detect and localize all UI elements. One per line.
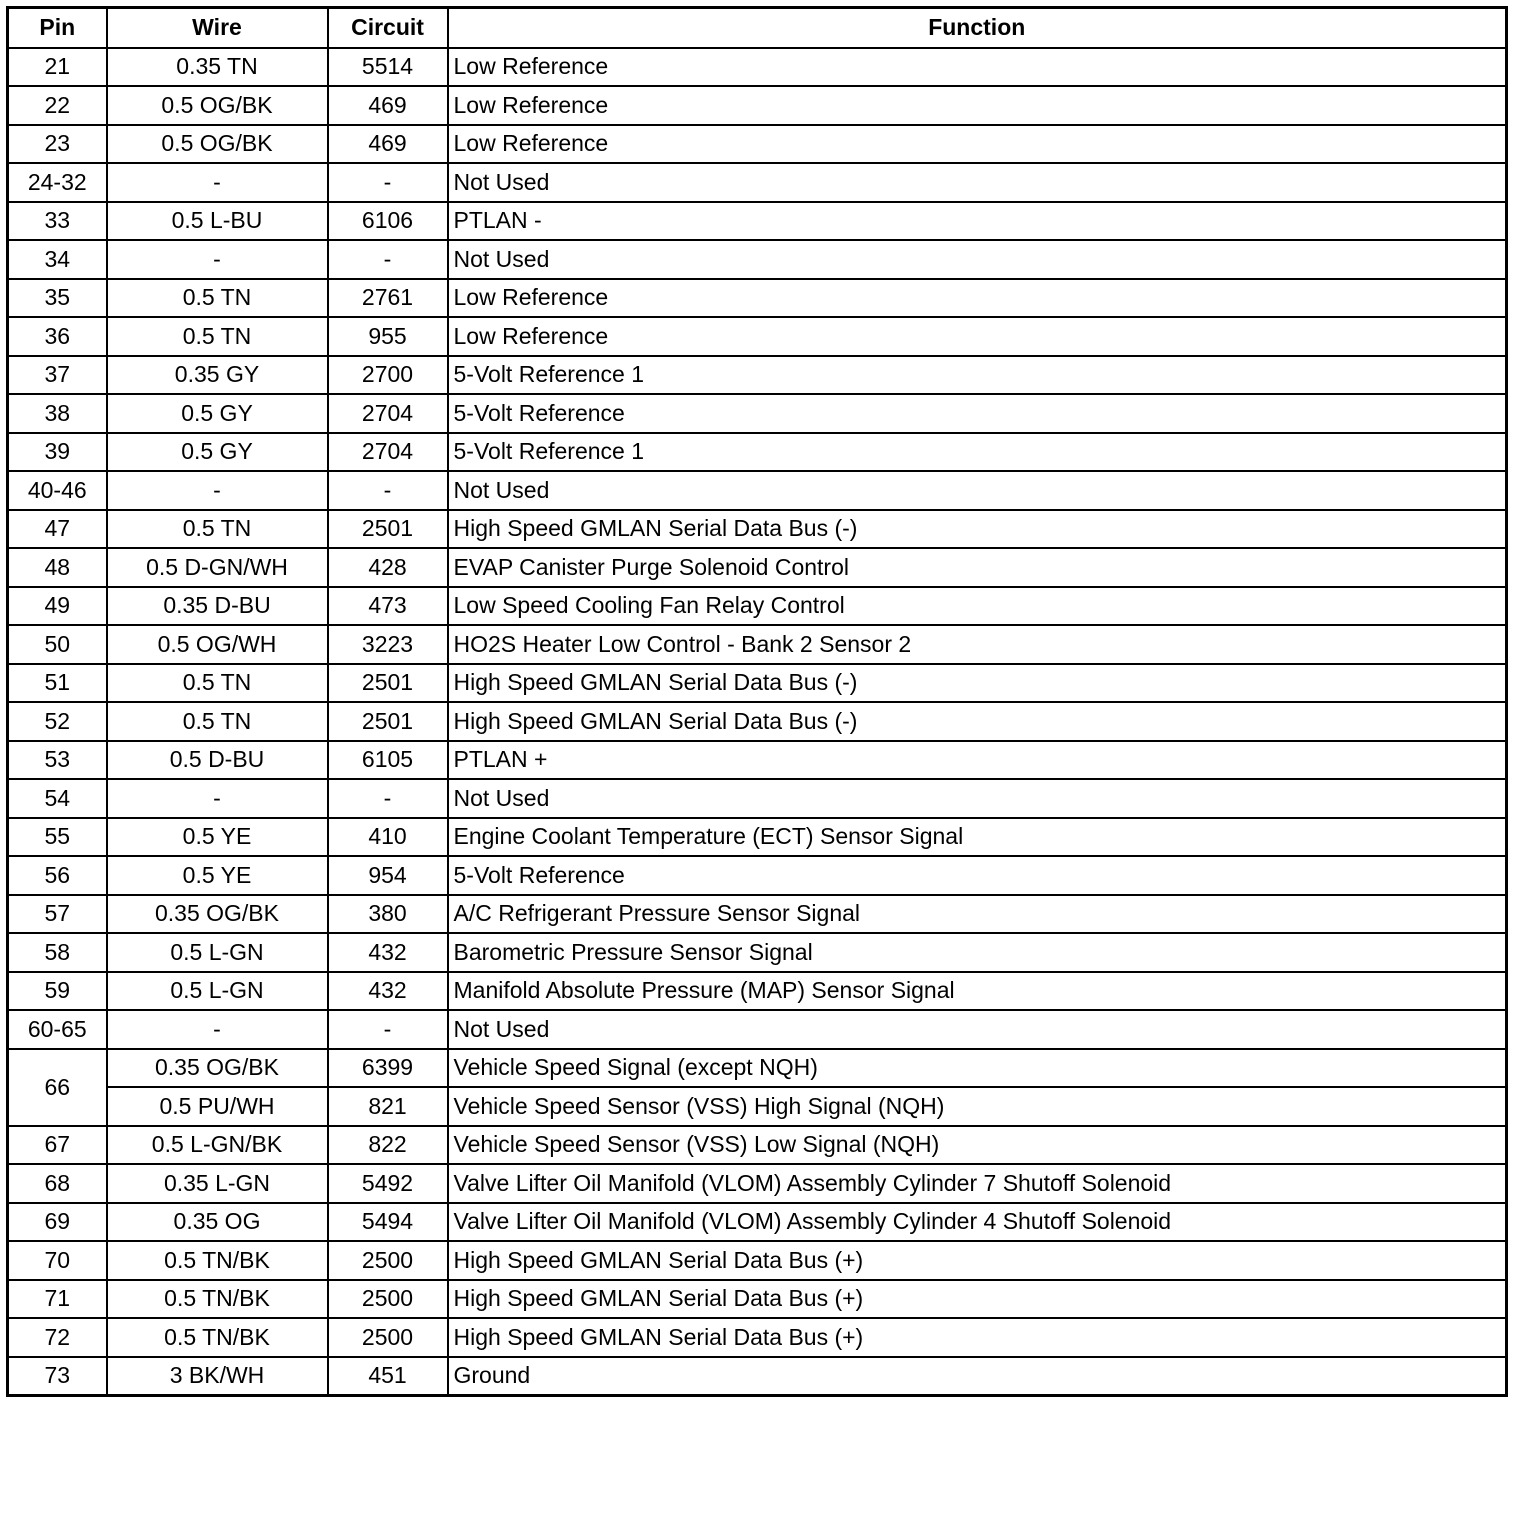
circuit-cell: 451 <box>328 1357 448 1396</box>
circuit-cell: 469 <box>328 125 448 164</box>
pin-cell: 66 <box>8 1049 107 1126</box>
table-body <box>8 48 1507 1396</box>
circuit-cell: - <box>328 779 448 818</box>
pin-cell: 50 <box>8 625 107 664</box>
wire-cell: 0.5 GY <box>107 394 328 433</box>
wire-cell: - <box>107 779 328 818</box>
circuit-cell: 5494 <box>328 1203 448 1242</box>
wire-cell: 0.5 D-BU <box>107 741 328 780</box>
pin-cell: 22 <box>8 86 107 125</box>
pin-cell: 33 <box>8 202 107 241</box>
pin-cell: 37 <box>8 356 107 395</box>
pin-cell: 21 <box>8 48 107 87</box>
function-cell: Low Reference <box>448 86 1507 125</box>
table-row <box>8 1203 1507 1242</box>
wire-cell: 0.35 OG/BK <box>107 895 328 934</box>
table-row <box>8 895 1507 934</box>
table-row <box>8 1280 1507 1319</box>
pin-cell: 52 <box>8 702 107 741</box>
header-function: Function <box>448 8 1507 48</box>
table-row <box>8 1357 1507 1396</box>
table-row <box>8 1164 1507 1203</box>
table-row <box>8 1087 1507 1126</box>
wire-cell: 0.5 L-BU <box>107 202 328 241</box>
circuit-cell: 2761 <box>328 279 448 318</box>
wire-cell: 0.5 TN <box>107 510 328 549</box>
circuit-cell: 2501 <box>328 664 448 703</box>
function-cell: Manifold Absolute Pressure (MAP) Sensor Signal <box>448 972 1507 1011</box>
wire-cell: - <box>107 471 328 510</box>
circuit-cell: 2704 <box>328 433 448 472</box>
function-cell: Not Used <box>448 471 1507 510</box>
circuit-cell: 2704 <box>328 394 448 433</box>
wire-cell: 3 BK/WH <box>107 1357 328 1396</box>
function-cell: 5-Volt Reference <box>448 394 1507 433</box>
wire-cell: 0.5 L-GN <box>107 972 328 1011</box>
circuit-cell: 6105 <box>328 741 448 780</box>
pin-cell: 68 <box>8 1164 107 1203</box>
pin-cell: 35 <box>8 279 107 318</box>
table-row <box>8 587 1507 626</box>
function-cell: Vehicle Speed Signal (except NQH) <box>448 1049 1507 1088</box>
circuit-cell: 955 <box>328 317 448 356</box>
table-row <box>8 933 1507 972</box>
wire-cell: 0.5 TN <box>107 664 328 703</box>
pin-cell: 67 <box>8 1126 107 1165</box>
pin-cell: 24-32 <box>8 163 107 202</box>
table-row <box>8 471 1507 510</box>
function-cell: EVAP Canister Purge Solenoid Control <box>448 548 1507 587</box>
pin-cell: 38 <box>8 394 107 433</box>
pin-cell: 57 <box>8 895 107 934</box>
function-cell: Low Reference <box>448 279 1507 318</box>
circuit-cell: 2501 <box>328 702 448 741</box>
table-row <box>8 202 1507 241</box>
wire-cell: 0.5 TN <box>107 279 328 318</box>
pin-cell: 59 <box>8 972 107 1011</box>
wire-cell: 0.35 OG/BK <box>107 1049 328 1088</box>
table-row <box>8 240 1507 279</box>
wire-cell: - <box>107 1010 328 1049</box>
circuit-cell: 821 <box>328 1087 448 1126</box>
circuit-cell: 6399 <box>328 1049 448 1088</box>
circuit-cell: 2501 <box>328 510 448 549</box>
wire-cell: 0.35 TN <box>107 48 328 87</box>
table-row <box>8 856 1507 895</box>
function-cell: Not Used <box>448 779 1507 818</box>
wire-cell: 0.35 OG <box>107 1203 328 1242</box>
circuit-cell: 432 <box>328 972 448 1011</box>
function-cell: HO2S Heater Low Control - Bank 2 Sensor 2 <box>448 625 1507 664</box>
function-cell: Low Reference <box>448 317 1507 356</box>
function-cell: Vehicle Speed Sensor (VSS) Low Signal (NQH) <box>448 1126 1507 1165</box>
function-cell: High Speed GMLAN Serial Data Bus (-) <box>448 664 1507 703</box>
circuit-cell: - <box>328 240 448 279</box>
pin-cell: 58 <box>8 933 107 972</box>
function-cell: Barometric Pressure Sensor Signal <box>448 933 1507 972</box>
function-cell: Ground <box>448 1357 1507 1396</box>
table-row <box>8 163 1507 202</box>
header-pin: Pin <box>8 8 107 48</box>
pin-cell: 53 <box>8 741 107 780</box>
circuit-cell: 2700 <box>328 356 448 395</box>
circuit-cell: - <box>328 1010 448 1049</box>
pin-cell: 55 <box>8 818 107 857</box>
wire-cell: 0.5 OG/BK <box>107 86 328 125</box>
table-row <box>8 279 1507 318</box>
function-cell: Low Speed Cooling Fan Relay Control <box>448 587 1507 626</box>
function-cell: 5-Volt Reference 1 <box>448 433 1507 472</box>
table-header <box>8 8 1507 48</box>
function-cell: High Speed GMLAN Serial Data Bus (+) <box>448 1318 1507 1357</box>
table-row <box>8 1049 1507 1088</box>
circuit-cell: 5492 <box>328 1164 448 1203</box>
pin-cell: 39 <box>8 433 107 472</box>
table-row <box>8 1126 1507 1165</box>
wire-cell: 0.5 YE <box>107 856 328 895</box>
table-row <box>8 779 1507 818</box>
function-cell: High Speed GMLAN Serial Data Bus (-) <box>448 510 1507 549</box>
table-row <box>8 317 1507 356</box>
wire-cell: 0.5 GY <box>107 433 328 472</box>
wire-cell: 0.5 YE <box>107 818 328 857</box>
function-cell: Vehicle Speed Sensor (VSS) High Signal (NQH) <box>448 1087 1507 1126</box>
table-row <box>8 818 1507 857</box>
pin-cell: 40-46 <box>8 471 107 510</box>
wire-cell: 0.35 GY <box>107 356 328 395</box>
circuit-cell: 473 <box>328 587 448 626</box>
pin-cell: 70 <box>8 1241 107 1280</box>
function-cell: High Speed GMLAN Serial Data Bus (+) <box>448 1280 1507 1319</box>
table-row <box>8 702 1507 741</box>
table-row <box>8 356 1507 395</box>
function-cell: PTLAN + <box>448 741 1507 780</box>
pin-cell: 49 <box>8 587 107 626</box>
pin-cell: 54 <box>8 779 107 818</box>
circuit-cell: - <box>328 163 448 202</box>
function-cell: High Speed GMLAN Serial Data Bus (-) <box>448 702 1507 741</box>
function-cell: PTLAN - <box>448 202 1507 241</box>
circuit-cell: 410 <box>328 818 448 857</box>
pin-cell: 71 <box>8 1280 107 1319</box>
wire-cell: 0.5 PU/WH <box>107 1087 328 1126</box>
function-cell: 5-Volt Reference <box>448 856 1507 895</box>
wire-cell: 0.5 TN/BK <box>107 1318 328 1357</box>
table-row <box>8 433 1507 472</box>
circuit-cell: 2500 <box>328 1318 448 1357</box>
function-cell: A/C Refrigerant Pressure Sensor Signal <box>448 895 1507 934</box>
table-row <box>8 1010 1507 1049</box>
table-row <box>8 1241 1507 1280</box>
table-row <box>8 125 1507 164</box>
wire-cell: - <box>107 163 328 202</box>
wire-cell: 0.5 D-GN/WH <box>107 548 328 587</box>
pin-cell: 60-65 <box>8 1010 107 1049</box>
wire-cell: 0.35 D-BU <box>107 587 328 626</box>
table-row <box>8 86 1507 125</box>
circuit-cell: - <box>328 471 448 510</box>
wire-cell: 0.35 L-GN <box>107 1164 328 1203</box>
wire-cell: 0.5 L-GN <box>107 933 328 972</box>
circuit-cell: 2500 <box>328 1280 448 1319</box>
table-row <box>8 394 1507 433</box>
circuit-cell: 954 <box>328 856 448 895</box>
wire-cell: - <box>107 240 328 279</box>
function-cell: High Speed GMLAN Serial Data Bus (+) <box>448 1241 1507 1280</box>
wire-cell: 0.5 OG/BK <box>107 125 328 164</box>
pin-cell: 73 <box>8 1357 107 1396</box>
wire-cell: 0.5 TN <box>107 702 328 741</box>
table-row <box>8 972 1507 1011</box>
circuit-cell: 380 <box>328 895 448 934</box>
circuit-cell: 822 <box>328 1126 448 1165</box>
pin-cell: 48 <box>8 548 107 587</box>
pin-cell: 56 <box>8 856 107 895</box>
wire-cell: 0.5 L-GN/BK <box>107 1126 328 1165</box>
pin-cell: 47 <box>8 510 107 549</box>
circuit-cell: 428 <box>328 548 448 587</box>
circuit-cell: 5514 <box>328 48 448 87</box>
table-row <box>8 625 1507 664</box>
function-cell: Valve Lifter Oil Manifold (VLOM) Assembly Cylinder 4 Shutoff Solenoid <box>448 1203 1507 1242</box>
pin-cell: 36 <box>8 317 107 356</box>
circuit-cell: 432 <box>328 933 448 972</box>
function-cell: Valve Lifter Oil Manifold (VLOM) Assembly Cylinder 7 Shutoff Solenoid <box>448 1164 1507 1203</box>
table-row <box>8 510 1507 549</box>
wire-cell: 0.5 OG/WH <box>107 625 328 664</box>
pin-cell: 34 <box>8 240 107 279</box>
wire-cell: 0.5 TN/BK <box>107 1280 328 1319</box>
pin-cell: 69 <box>8 1203 107 1242</box>
function-cell: Engine Coolant Temperature (ECT) Sensor Signal <box>448 818 1507 857</box>
table-row <box>8 548 1507 587</box>
pin-cell: 51 <box>8 664 107 703</box>
function-cell: Not Used <box>448 240 1507 279</box>
table-row <box>8 741 1507 780</box>
connector-pinout-table <box>6 6 1508 1397</box>
header-circuit: Circuit <box>328 8 448 48</box>
circuit-cell: 2500 <box>328 1241 448 1280</box>
circuit-cell: 469 <box>328 86 448 125</box>
pin-cell: 23 <box>8 125 107 164</box>
function-cell: 5-Volt Reference 1 <box>448 356 1507 395</box>
table-row <box>8 664 1507 703</box>
header-row <box>8 8 1507 48</box>
wire-cell: 0.5 TN <box>107 317 328 356</box>
table-row <box>8 1318 1507 1357</box>
function-cell: Not Used <box>448 1010 1507 1049</box>
pin-cell: 72 <box>8 1318 107 1357</box>
table-row <box>8 48 1507 87</box>
wire-cell: 0.5 TN/BK <box>107 1241 328 1280</box>
circuit-cell: 6106 <box>328 202 448 241</box>
function-cell: Not Used <box>448 163 1507 202</box>
circuit-cell: 3223 <box>328 625 448 664</box>
function-cell: Low Reference <box>448 125 1507 164</box>
header-wire: Wire <box>107 8 328 48</box>
function-cell: Low Reference <box>448 48 1507 87</box>
